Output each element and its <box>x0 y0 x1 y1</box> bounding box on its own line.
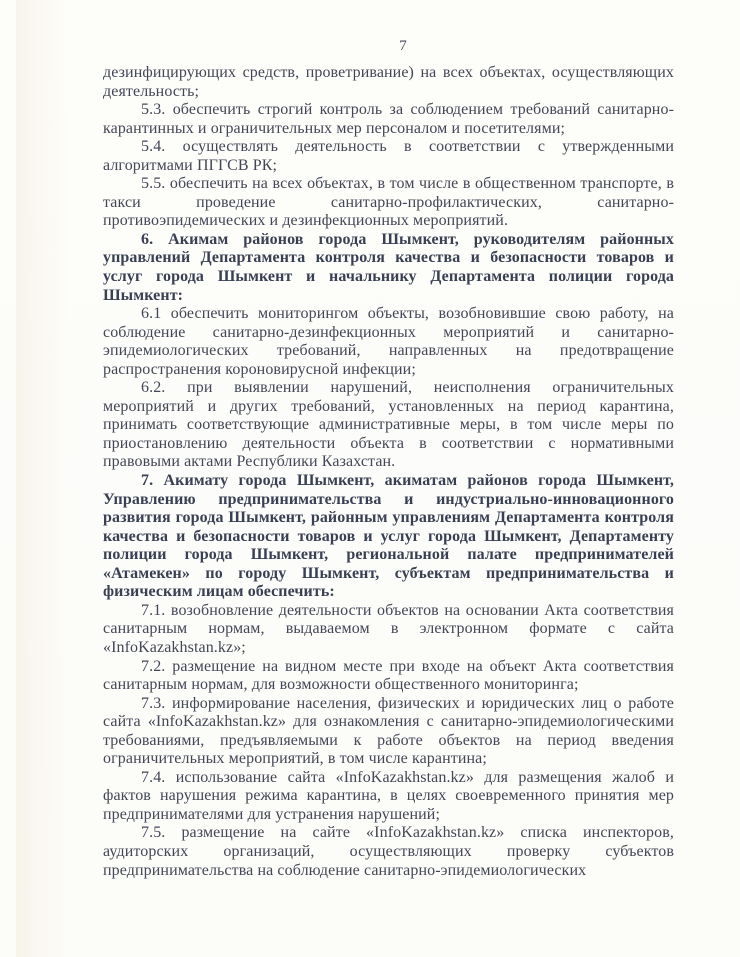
heading-paragraph: 7. Акимату города Шымкент, акиматам районов города Шымкент, Управлению предпринимательства и индустриально-инновационного развития города Шымкент, районным управлениям Департамента контроля качества и безопасности товаров и услуг города Шымкент, Департаменту полиции города Шымкент, региональной палате предпринимателей «Атамекен» по городу Шымкент, субъектам предпринимательства и физическим лицам обеспечить: <box>103 472 674 601</box>
body-paragraph: 5.3. обеспечить строгий контроль за соблюдением требований санитарно-карантинных и ограничительных мер персоналом и посетителями; <box>103 101 674 137</box>
body-paragraph: 6.2. при выявлении нарушений, неисполнения ограничительных мероприятий и других требований, установленных на период карантина, принимать соответствующие административные меры, в том числе меры по приостановлению деятельности объекта в соответствии с нормативными правовыми актами Республики Казахстан. <box>103 379 674 471</box>
body-paragraph: 7.4. использование сайта «InfoKazakhstan.kz» для размещения жалоб и фактов нарушения режима карантина, в целях своевременного принятия мер предпринимателями для устранения нарушений; <box>103 768 674 823</box>
heading-paragraph: 6. Акимам районов города Шымкент, руководителям районных управлений Департамента контроля качества и безопасности товаров и услуг города Шымкент и начальнику Департамента полиции города Шымкент: <box>103 230 674 304</box>
body-paragraph: дезинфицирующих средств, проветривание) на всех объектах, осуществляющих деятельность; <box>103 64 674 100</box>
body-paragraph: 7.3. информирование населения, физических и юридических лиц о работе сайта «InfoKazakhstan.kz» для ознакомления с санитарно-эпидемиологическими требованиями, предъявляемыми к работе объектов на период введения ограничительных мероприятий, в том числе карантина; <box>103 694 674 768</box>
body-paragraph: 5.4. осуществлять деятельность в соответствии с утвержденными алгоритмами ПГГСВ РК; <box>103 138 674 174</box>
body-paragraph: 7.2. размещение на видном месте при входе на объект Акта соответствия санитарным нормам, для возможности общественного мониторинга; <box>103 657 674 694</box>
body-paragraph: 5.5. обеспечить на всех объектах, в том числе в общественном транспорте, в такси проведение санитарно-профилактических, санитарно-противоэпидемических и дезинфекционных мероприятий. <box>103 175 674 230</box>
body-paragraph: 7.5. размещение на сайте «InfoKazakhstan.kz» списка инспекторов, аудиторских организаций, осуществляющих проверку субъектов предпринимательства на соблюдение санитарно-эпидемиологических <box>103 824 674 879</box>
page-number: 7 <box>399 38 407 54</box>
scan-shadow-left <box>16 0 68 957</box>
document-body <box>103 64 674 880</box>
body-paragraph: 6.1 обеспечить мониторингом объекты, возобновившие свою работу, на соблюдение санитарно-дезинфекционных мероприятий и санитарно-эпидемиологических требований, направленных на предотвращение распространения короновирусной инфекции; <box>103 305 674 378</box>
body-paragraph: 7.1. возобновление деятельности объектов на основании Акта соответствия санитарным нормам, выдаваемом в электронном формате с сайта «InfoKazakhstan.kz»; <box>103 601 674 656</box>
